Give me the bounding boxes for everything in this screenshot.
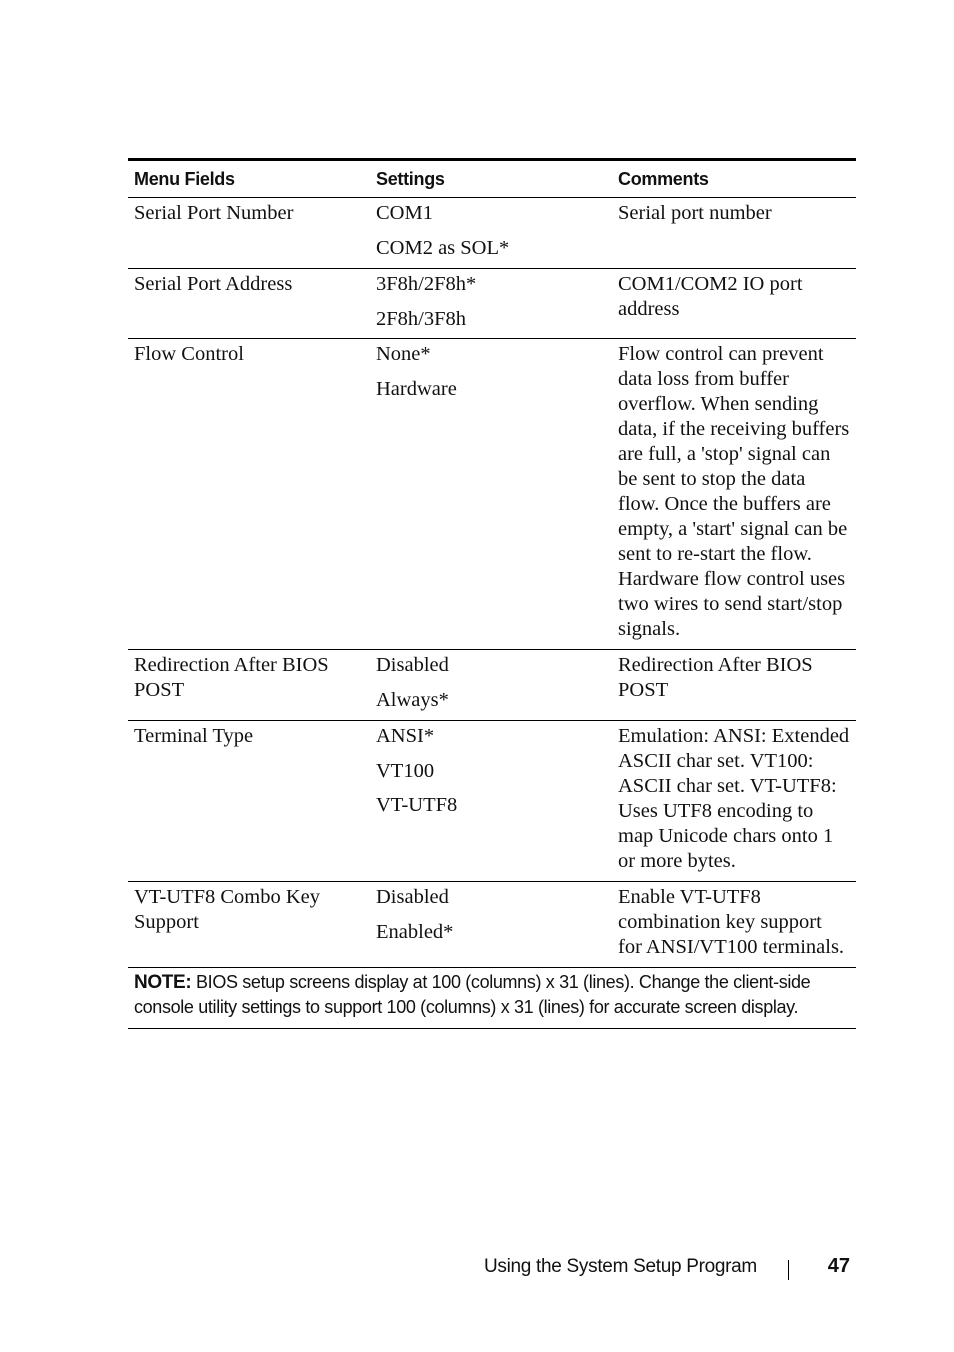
setting-option: Enabled* xyxy=(376,920,454,943)
menu-field-cell: VT-UTF8 Combo Key Support xyxy=(134,886,321,933)
settings-cell xyxy=(370,269,612,338)
settings-cell xyxy=(370,882,612,967)
setting-option: ANSI* xyxy=(376,725,435,747)
header-settings: Settings xyxy=(376,168,445,189)
menu-field-cell: Serial Port Address xyxy=(134,273,293,295)
note-text: BIOS setup screens display at 100 (columns) x 31 (lines). Change the client-side console utility settings to support 100 (columns) x 31 (lines) for accurate screen display. xyxy=(134,972,811,1017)
page-footer xyxy=(484,1254,854,1282)
settings-cell xyxy=(370,721,612,881)
setting-option: Hardware xyxy=(376,377,457,400)
comment-cell: Redirection After BIOS POST xyxy=(618,654,813,701)
table-row xyxy=(128,882,856,968)
comment-cell: Emulation: ANSI: Extended ASCII char set. VT100: ASCII char set. VT-UTF8: Uses UTF8 encoding to map Unicode chars onto 1 or more bytes. xyxy=(618,725,850,872)
comment-cell: COM1/COM2 IO port address xyxy=(618,273,803,320)
setting-option: None* xyxy=(376,343,431,365)
header-comments: Comments xyxy=(618,168,709,189)
table-row xyxy=(128,650,856,721)
comment-cell: Serial port number xyxy=(618,202,772,224)
settings-cell xyxy=(370,339,612,649)
setting-option: COM1 xyxy=(376,202,433,224)
menu-field-cell: Flow Control xyxy=(134,343,244,365)
setting-option: 3F8h/2F8h* xyxy=(376,273,477,295)
header-menu-fields: Menu Fields xyxy=(134,168,235,189)
table-row xyxy=(128,198,856,269)
settings-cell xyxy=(370,650,612,720)
settings-cell xyxy=(370,198,612,268)
menu-field-cell: Redirection After BIOS POST xyxy=(134,654,329,701)
table-row xyxy=(128,269,856,339)
setting-option: VT-UTF8 xyxy=(376,794,458,816)
note-box xyxy=(128,968,856,1029)
menu-field-cell: Serial Port Number xyxy=(134,202,294,224)
setting-option: COM2 as SOL* xyxy=(376,236,510,259)
footer-separator xyxy=(788,1260,789,1280)
note-label: NOTE: xyxy=(134,972,192,993)
table-row xyxy=(128,721,856,882)
comment-cell: Enable VT-UTF8 combination key support for ANSI/VT100 terminals. xyxy=(618,886,845,958)
footer-section-title: Using the System Setup Program xyxy=(484,1256,757,1277)
table-row xyxy=(128,339,856,650)
setting-option: 2F8h/3F8h xyxy=(376,307,466,330)
setting-option: Disabled xyxy=(376,654,449,676)
comment-cell: Flow control can prevent data loss from buffer overflow. When sending data, if the receiving buffers are full, a 'stop' signal can be sent to stop the data flow. Once the buffers are empty, a 'start' signal can be sent to re-start the flow. Hardware flow control uses two wires to send start/stop signals. xyxy=(618,343,850,640)
setting-option: VT100 xyxy=(376,759,435,782)
menu-field-cell: Terminal Type xyxy=(134,725,254,747)
setting-option: Disabled xyxy=(376,886,449,908)
table-header-row xyxy=(128,161,856,198)
setting-option: Always* xyxy=(376,688,449,711)
page-number: 47 xyxy=(827,1255,850,1277)
settings-table xyxy=(128,158,856,1029)
